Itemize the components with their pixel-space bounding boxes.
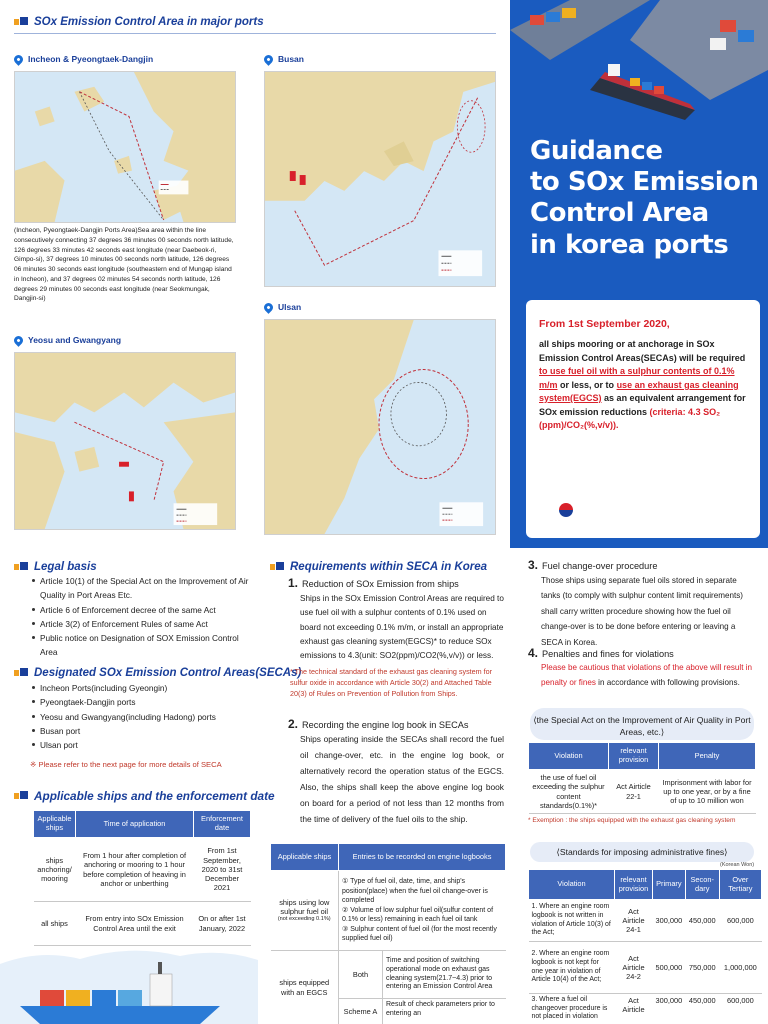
step-number: 3.: [528, 558, 539, 572]
table-cell: From 1 hour after completion of anchoring or mooring to 1 hour before completion of heaving in anchor or unberthing: [76, 838, 194, 902]
col-header: Violation: [529, 870, 615, 900]
table-cell: Imprisonment with labor for up to one year, or by a fine of up to 10 million won: [659, 770, 756, 814]
table-header-row: [529, 743, 756, 770]
incheon-caption: (Incheon, Pyeongtaek-Dangjin Ports Area)Sea area within the line consecutively connecting 37 degrees 36 minutes 00 seconds north latitude, 126 degrees 33 minutes 42 seconds east longitude (near Daebeok-ri, Gimpo-si), 37 degrees 10 minutes 00 seconds north latitude, 126 degrees 06 minutes 30 seconds east longitude (southeastern end of Mungap island in Incheon), and 37 degrees 02 minutes 54 seconds north latitude, 126 degrees 29 minutes 00 seconds east longitude (near Seokmungak, Dangjin-si): [14, 227, 234, 303]
penalty-warning-rest: in accordance with following provisions.: [595, 678, 740, 688]
summary-text: as an equivalent arrangement for SOx emission reductions: [539, 393, 746, 417]
list-item: Busan port: [30, 724, 255, 738]
table-cell: Act Airticle: [615, 994, 653, 1024]
applicable-heading-text: Applicable ships and the enforcement date: [34, 789, 275, 803]
fines-table: [528, 869, 762, 1024]
section-marker-icon: [14, 791, 28, 801]
map-yeosu-graphic: [15, 353, 235, 529]
cover-title-line: Guidance: [530, 136, 663, 166]
table-cell: Time and position of switching operational mode on exhaust gas cleaning system(21.7~4.3) prior to entering an Emission Control Area: [383, 951, 506, 999]
table-row: [529, 994, 762, 1024]
list-item: Ulsan port: [30, 738, 255, 752]
table-cell: 600,000: [719, 900, 761, 942]
table-header-row: [34, 811, 251, 838]
col-header: Time of application: [76, 811, 194, 838]
table-cell: 1,000,000: [719, 942, 761, 994]
cover-panel: [510, 0, 768, 548]
requirement-title-text: Reduction of SOx Emission from ships: [302, 579, 459, 589]
requirement-2-title: [288, 717, 469, 731]
table-header-row: [271, 844, 506, 871]
cover-title-line: to SOx Emission: [530, 167, 759, 198]
designated-heading-text: Designated SOx Emission Control Areas(SECAs): [34, 667, 302, 679]
col-header: Applicable ships: [271, 844, 339, 871]
requirement-1-title: [288, 576, 459, 590]
requirements-heading: [270, 561, 487, 573]
ship-illustration: [0, 944, 258, 1024]
office-name: Incheon Regional Office of Oceans & Fisheries: [582, 513, 729, 520]
table-cell: ships equipped with an EGCS: [271, 951, 339, 1024]
requirement-title-text: Penalties and fines for violations: [542, 649, 674, 659]
section-marker-icon: [14, 562, 28, 572]
list-item: Article 3(2) of Enforcement Rules of same Act: [30, 617, 255, 631]
col-header: Secon-dary: [685, 870, 719, 900]
map-incheon-graphic: [15, 72, 235, 222]
map-yeosu: [14, 352, 236, 530]
table-cell: From 1st September, 2020 to 31st December 2021: [194, 838, 251, 902]
legal-basis-heading-text: Legal basis: [34, 561, 97, 573]
section-marker-icon: [14, 668, 28, 678]
table-row: [34, 838, 251, 902]
legal-basis-list: [30, 574, 255, 660]
location-pin-icon: [262, 301, 275, 314]
map-title-incheon: [14, 54, 153, 64]
step-number: 1.: [288, 576, 299, 590]
table-cell: the use of fuel oil exceeding the sulphur content standards(0.1%)*: [529, 770, 609, 814]
section-marker-icon: [270, 562, 284, 572]
cover-title-line: in korea ports: [530, 229, 729, 260]
table-cell: 2. Where an engine room logbook is not kept for one year in violation of Article 10(4) of the Act;: [529, 942, 615, 994]
table-cell: On or after 1st January, 2022: [194, 902, 251, 946]
table-row: [529, 942, 762, 994]
col-header: relevant provision: [615, 870, 653, 900]
list-item: Article 10(1) of the Special Act on the Improvement of Air Quality in Port Areas Etc.: [30, 574, 255, 603]
penalty-warning: Please be cautious that violations of the above will result in penalty or fines: [541, 663, 753, 688]
penalty-table: [528, 742, 756, 814]
col-header: Violation: [529, 743, 609, 770]
applicable-table: [33, 810, 251, 946]
map-title-yeosu: [14, 335, 121, 345]
table-cell: [271, 871, 339, 951]
table-row: [271, 871, 506, 951]
col-header: Enforcement date: [194, 811, 251, 838]
table-cell: Both: [339, 951, 383, 999]
table-cell: all ships: [34, 902, 76, 946]
table-cell: 300,000: [653, 994, 686, 1024]
log-entry: ① Type of fuel oil, date, time, and ship's position(place) when the fuel oil change-over is completed: [342, 878, 488, 905]
map-title-text: Yeosu and Gwangyang: [28, 335, 122, 345]
logbook-table: [270, 843, 506, 1024]
table-cell: Scheme A: [339, 999, 383, 1024]
list-item: Article 6 of Enforcement decree of the same Act: [30, 603, 255, 617]
table-cell: 300,000: [653, 900, 686, 942]
requirement-3-title: [528, 558, 657, 572]
currency-unit: (Korean Won): [720, 862, 755, 868]
table-cell: From entry into SOx Emission Control Area until the exit: [76, 902, 194, 946]
table-cell: [339, 871, 506, 951]
map-busan: [264, 71, 496, 287]
requirement-title-text: Fuel change-over procedure: [542, 561, 658, 571]
location-pin-icon: [262, 53, 275, 66]
table-cell: Result of check parameters prior to entering an: [383, 999, 506, 1024]
designated-heading: [14, 667, 301, 679]
summary-text: all ships mooring or at anchorage in SOx Emission Control Areas(SECAs) will be required: [539, 339, 746, 363]
col-header: relevant provision: [609, 743, 659, 770]
requirement-2-body: Ships operating inside the SECAs shall record the fuel oil change-over, etc. in the engine log book, or alternatively record the operation status of the EGCS. Also, the ships shall keep the above engine log book on board for a period of not less than 12 months from the time of delivery of the fuel oils to the ship.: [300, 734, 504, 824]
location-pin-icon: [12, 53, 25, 66]
map-title-busan: [264, 54, 304, 64]
location-pin-icon: [12, 334, 25, 347]
map-title-ulsan: [264, 302, 301, 312]
col-header: Primary: [653, 870, 686, 900]
table-row: [529, 900, 762, 942]
col-header: Entries to be recorded on engine logbooks: [339, 844, 506, 871]
ministry-name: Ministry of Oceans and Fisheries: [582, 504, 655, 510]
summary-criteria: (criteria: 4.3 SO₂ (ppm)/CO₂(%,v/v)).: [539, 406, 721, 430]
table-row: [271, 951, 506, 999]
log-entry: ③ Sulphur content of fuel oil (for the most recently supplied fuel oil): [342, 925, 497, 943]
summary-highlight: to use fuel oil with a sulphur contents of 0.1% m/m: [539, 366, 735, 390]
maps-heading-text: SOx Emission Control Area in major ports: [34, 16, 264, 28]
korea-emblem-logo: [556, 500, 576, 520]
col-header: Over Tertiary: [719, 870, 761, 900]
table-header-row: [529, 870, 762, 900]
requirement-4-title: [528, 646, 674, 660]
cover-from-date: From 1st September 2020,: [539, 318, 670, 330]
divider: [14, 33, 496, 34]
maps-section: [0, 0, 510, 548]
requirements-heading-text: Requirements within SECA in Korea: [290, 561, 488, 573]
ship-type-sub: (not exceeding 0.1%): [277, 916, 331, 923]
table-cell: 500,000: [653, 942, 686, 994]
act-title-bubble: ⟨the Special Act on the Improvement of Air Quality in Port Areas, etc.⟩: [530, 708, 754, 740]
table-cell: 450,000: [685, 900, 719, 942]
step-number: 4.: [528, 646, 539, 660]
ship-type: ships using low sulphur fuel oil: [279, 897, 330, 916]
egcs-standard-note: * The technical standard of the exhaust gas cleaning system for sulfur oxide in accordance with Article 30(2) and Attached Table 20(3) of Rules on Prevention of Pollution from Ships.: [290, 667, 493, 698]
map-title-text: Busan: [278, 54, 304, 64]
list-item: Yeosu and Gwangyang(including Hadong) ports: [30, 710, 255, 724]
map-title-text: Ulsan: [278, 302, 302, 312]
designated-list: [30, 681, 255, 752]
table-cell: 3. Where a fuel oil changeover procedure is not placed in violation: [529, 994, 615, 1024]
summary-text: or less, or to: [560, 379, 615, 390]
col-header: Penalty: [659, 743, 756, 770]
table-row: [34, 902, 251, 946]
requirement-1-body: Ships in the SOx Emission Control Areas are required to use fuel oil with a sulphur contents of 0.1% used on board not exceeding 0.1% m/m, or install an appropriate exhaust gas cleaning system(EGCS)* to reduce SOx emissions to 4.3(unit: SO2(ppm)/CO2(%,v/v)) or less.: [300, 594, 504, 661]
requirement-title-text: Recording the engine log book in SECAs: [302, 720, 469, 730]
summary-highlight: use an exhaust gas cleaning system(EGCS): [539, 379, 739, 403]
legal-basis-heading: [14, 561, 97, 573]
table-cell: 1. Where an engine room logbook is not written in violation of Article 10(3) of the Act;: [529, 900, 615, 942]
map-title-text: Incheon & Pyeongtaek-Dangjin: [28, 54, 154, 64]
table-cell: 600,000: [719, 994, 761, 1024]
map-busan-graphic: [265, 72, 495, 286]
requirement-4-body: [541, 660, 757, 691]
table-cell: ships anchoring/ mooring: [34, 838, 76, 902]
table-cell: Act Airticle 22-1: [609, 770, 659, 814]
table-row: [529, 770, 756, 814]
applicable-heading: [14, 789, 275, 803]
maps-heading: [14, 16, 264, 28]
step-number: 2.: [288, 717, 299, 731]
cover-summary-body: [539, 338, 749, 433]
col-header: Applicable ships: [34, 811, 76, 838]
cover-title: [530, 136, 760, 261]
seca-note: ※ Please refer to the next page for more details of SECA: [30, 760, 222, 769]
list-item: Pyeongtaek-Dangjin ports: [30, 695, 255, 709]
table-cell: Act Airticle 24-1: [615, 900, 653, 942]
log-entry: ② Volume of low sulphur fuel oil(sulfur content of 0.1% or less) remaining in each fuel oil tank: [342, 906, 494, 924]
table-cell: Act Airticle 24-2: [615, 942, 653, 994]
section-marker-icon: [14, 17, 28, 27]
map-ulsan: [264, 319, 496, 535]
exemption-note: * Exemption : the ships equipped with the exhaust gas cleaning system: [528, 817, 736, 824]
requirement-3-body: Those ships using separate fuel oils stored in separate tanks (to comply with sulphur content limit requirements) shall carry written procedure showing how the fuel oil change-over is to be done before entering or leaving a SECA in Korea.: [541, 576, 743, 647]
cover-title-line: Control Area: [530, 198, 709, 229]
table-cell: 450,000: [685, 994, 719, 1024]
port-illustration: [510, 0, 768, 148]
fine-standards-bubble: ⟨Standards for imposing administrative fines⟩: [530, 842, 754, 862]
map-incheon: [14, 71, 236, 223]
list-item: Incheon Ports(including Gyeongin): [30, 681, 255, 695]
list-item: Public notice on Designation of SOX Emission Control Area: [30, 631, 255, 660]
table-cell: 750,000: [685, 942, 719, 994]
map-ulsan-graphic: [265, 320, 495, 534]
